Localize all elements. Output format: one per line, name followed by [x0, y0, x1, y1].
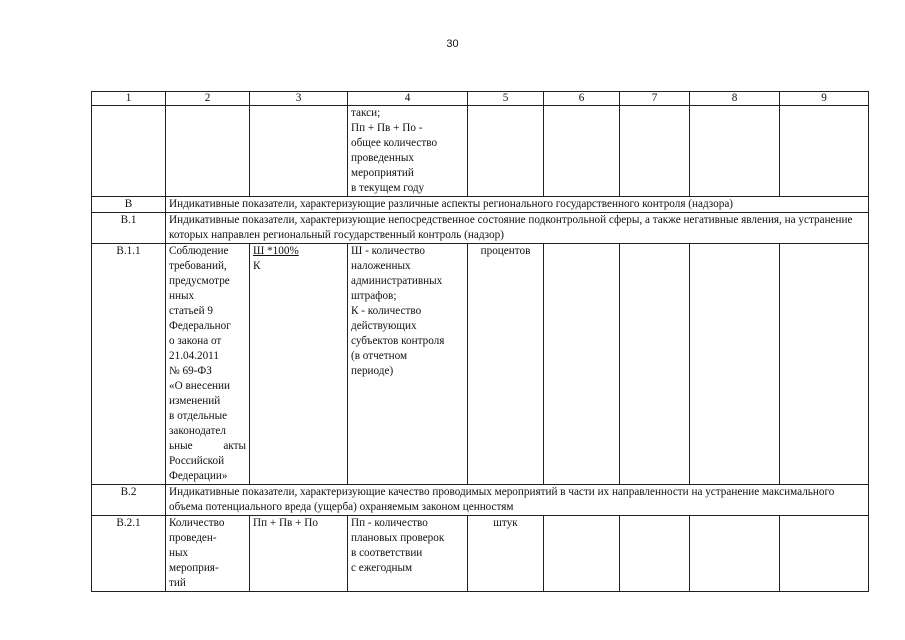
formula-description: такси; Пп + Пв + По - общее количество проведенных мероприятий в текущем году: [348, 106, 468, 197]
unit-of-measure: процентов: [468, 244, 544, 485]
continuation-row: [92, 106, 869, 197]
table-cell: [620, 244, 690, 485]
header-cell: 8: [690, 92, 780, 106]
header-cell: 7: [620, 92, 690, 106]
header-cell: 6: [544, 92, 620, 106]
indicator-code: В.2.1: [92, 516, 166, 592]
header-cell: 4: [348, 92, 468, 106]
section-code: В: [92, 197, 166, 213]
table-cell: [544, 106, 620, 197]
table-cell: [780, 106, 869, 197]
header-cell: 5: [468, 92, 544, 106]
indicator-row-b21: [92, 516, 869, 592]
section-code: В.1: [92, 213, 166, 244]
table-cell: [620, 516, 690, 592]
table-cell: [544, 244, 620, 485]
table-cell: [690, 244, 780, 485]
indicator-formula: Ш *100% К: [250, 244, 348, 485]
table-cell: [544, 516, 620, 592]
section-title: Индикативные показатели, характеризующие качество проводимых мероприятий в части их направленности на устранение максимального объема потенциального вреда (ущерба) охраняемым законом ценностям: [166, 485, 869, 516]
section-row-b2: [92, 485, 869, 516]
table-cell: [780, 244, 869, 485]
section-row-b: [92, 197, 869, 213]
unit-of-measure: штук: [468, 516, 544, 592]
table-cell: [690, 516, 780, 592]
table-cell: [690, 106, 780, 197]
table-cell: [780, 516, 869, 592]
section-code: В.2: [92, 485, 166, 516]
indicator-row-b11: [92, 244, 869, 485]
indicator-name: Количество проведен- ных мероприя- тий: [166, 516, 250, 592]
table-cell: [250, 106, 348, 197]
table-cell: [620, 106, 690, 197]
indicators-table: [91, 91, 869, 592]
table-cell: [92, 106, 166, 197]
indicator-name: Соблюдение требований, предусмотре нных статьей 9 Федеральног о закона от 21.04.2011 № 69-ФЗ «О внесении изменений в отдельные законодател ьные акты Российской Федерации»: [166, 244, 250, 485]
formula-description: Ш - количество наложенных административных штрафов; К - количество действующих субъектов контроля (в отчетном периоде): [348, 244, 468, 485]
section-row-b1: [92, 213, 869, 244]
header-cell: 9: [780, 92, 869, 106]
formula-description: Пп - количество плановых проверок в соответствии с ежегодным: [348, 516, 468, 592]
table-cell: [166, 106, 250, 197]
section-title: Индикативные показатели, характеризующие различные аспекты регионального государственного контроля (надзора): [166, 197, 869, 213]
page-number: 30: [446, 38, 459, 50]
indicator-code: В.1.1: [92, 244, 166, 485]
header-cell: 1: [92, 92, 166, 106]
table-cell: [468, 106, 544, 197]
header-cell: 2: [166, 92, 250, 106]
indicator-formula: Пп + Пв + По: [250, 516, 348, 592]
section-title: Индикативные показатели, характеризующие непосредственное состояние подконтрольной сферы, а также негативные явления, на устранение которых направлен региональный государственный контроль (надзор): [166, 213, 869, 244]
header-row: [92, 92, 869, 106]
header-cell: 3: [250, 92, 348, 106]
